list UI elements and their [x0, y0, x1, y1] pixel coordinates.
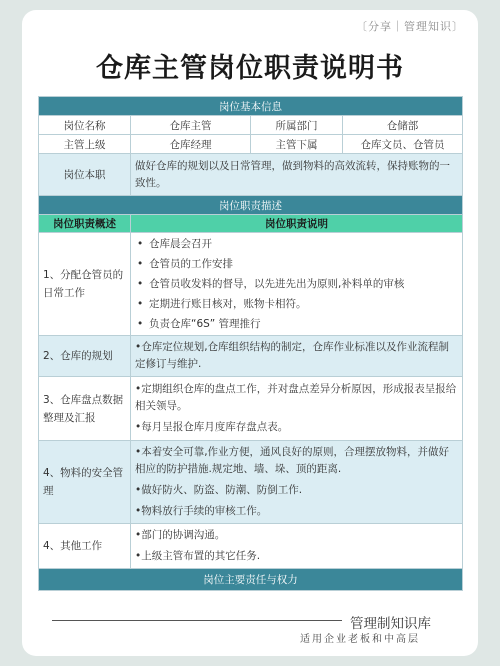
list-item: • 仓管员收发料的督导，以先进先出为原则,补料单的审核 — [135, 274, 458, 294]
section-label-4: 4、物料的安全管理 — [39, 441, 131, 524]
duty-desc-bar: 岗位职责描述 — [39, 196, 463, 215]
section-items-3 — [135, 379, 458, 438]
label-subordinates: 主管下属 — [251, 135, 343, 154]
share-tag: 〔分享｜管理知识〕 — [356, 20, 464, 33]
section-label-1: 1、分配仓管员的日常工作 — [39, 233, 131, 336]
value-superior: 仓库经理 — [131, 135, 251, 154]
footer-subtitle: 适用企业老板和中高层 — [300, 634, 420, 645]
section-items-4 — [135, 442, 458, 522]
main-responsibility-bar: 岗位主要责任与权力 — [39, 569, 463, 591]
list-item: •本着安全可靠,作业方便，通风良好的原则，合理摆放物料，并做好相应的防护措施.规定地、墙、垛、顶的距离. — [135, 446, 450, 475]
footer-divider — [52, 620, 342, 621]
responsibility-table — [38, 96, 463, 591]
list-item: • 负责仓库“6S” 管理推行 — [135, 314, 458, 334]
list-item: •物料放行手续的审核工作。 — [135, 505, 268, 517]
section-label-3: 3、仓库盘点数据整理及汇报 — [39, 377, 131, 441]
list-item: • 仓管员的工作安排 — [135, 254, 458, 274]
section-label-2: 2、仓库的规划 — [39, 336, 131, 377]
list-item: •仓库定位规划,仓库组织结构的制定，仓库作业标准以及作业流程制定修订与维护. — [135, 341, 450, 370]
footer-title: 管理制知识库 — [350, 616, 431, 632]
value-department: 仓储部 — [343, 116, 463, 135]
list-item: •做好防火、防盗、防潮、防倒工作. — [135, 484, 303, 496]
section-items-1 — [135, 234, 458, 334]
list-item: • 仓库晨会召开 — [135, 234, 458, 254]
list-item: •部门的协调沟通。 — [135, 529, 226, 541]
list-item: •每月呈报仓库月度库存盘点表。 — [135, 421, 289, 433]
col-header-detail: 岗位职责说明 — [131, 215, 463, 233]
label-department: 所属部门 — [251, 116, 343, 135]
col-header-overview: 岗位职责概述 — [39, 215, 131, 233]
responsibility-table-wrap — [38, 96, 462, 591]
section-items-2 — [135, 337, 458, 375]
value-core-duty: 做好仓库的规划以及日常管理，做到物料的高效流转，保持账物的一致性。 — [131, 154, 463, 196]
value-subordinates: 仓库文员、仓管员 — [343, 135, 463, 154]
list-item: •定期组织仓库的盘点工作，并对盘点差异分析原因，形成报表呈报给相关领导。 — [135, 383, 457, 412]
page-title: 仓库主管岗位职责说明书 — [96, 53, 404, 84]
basic-info-bar: 岗位基本信息 — [39, 97, 463, 116]
section-items-5 — [135, 525, 458, 567]
list-item: • 定期进行账目核对，账物卡相符。 — [135, 294, 458, 314]
label-position-name: 岗位名称 — [39, 116, 131, 135]
section-label-5: 4、其他工作 — [39, 524, 131, 569]
label-core-duty: 岗位本职 — [39, 154, 131, 196]
list-item: •上级主管布置的其它任务. — [135, 550, 261, 562]
value-position-name: 仓库主管 — [131, 116, 251, 135]
label-superior: 主管上级 — [39, 135, 131, 154]
